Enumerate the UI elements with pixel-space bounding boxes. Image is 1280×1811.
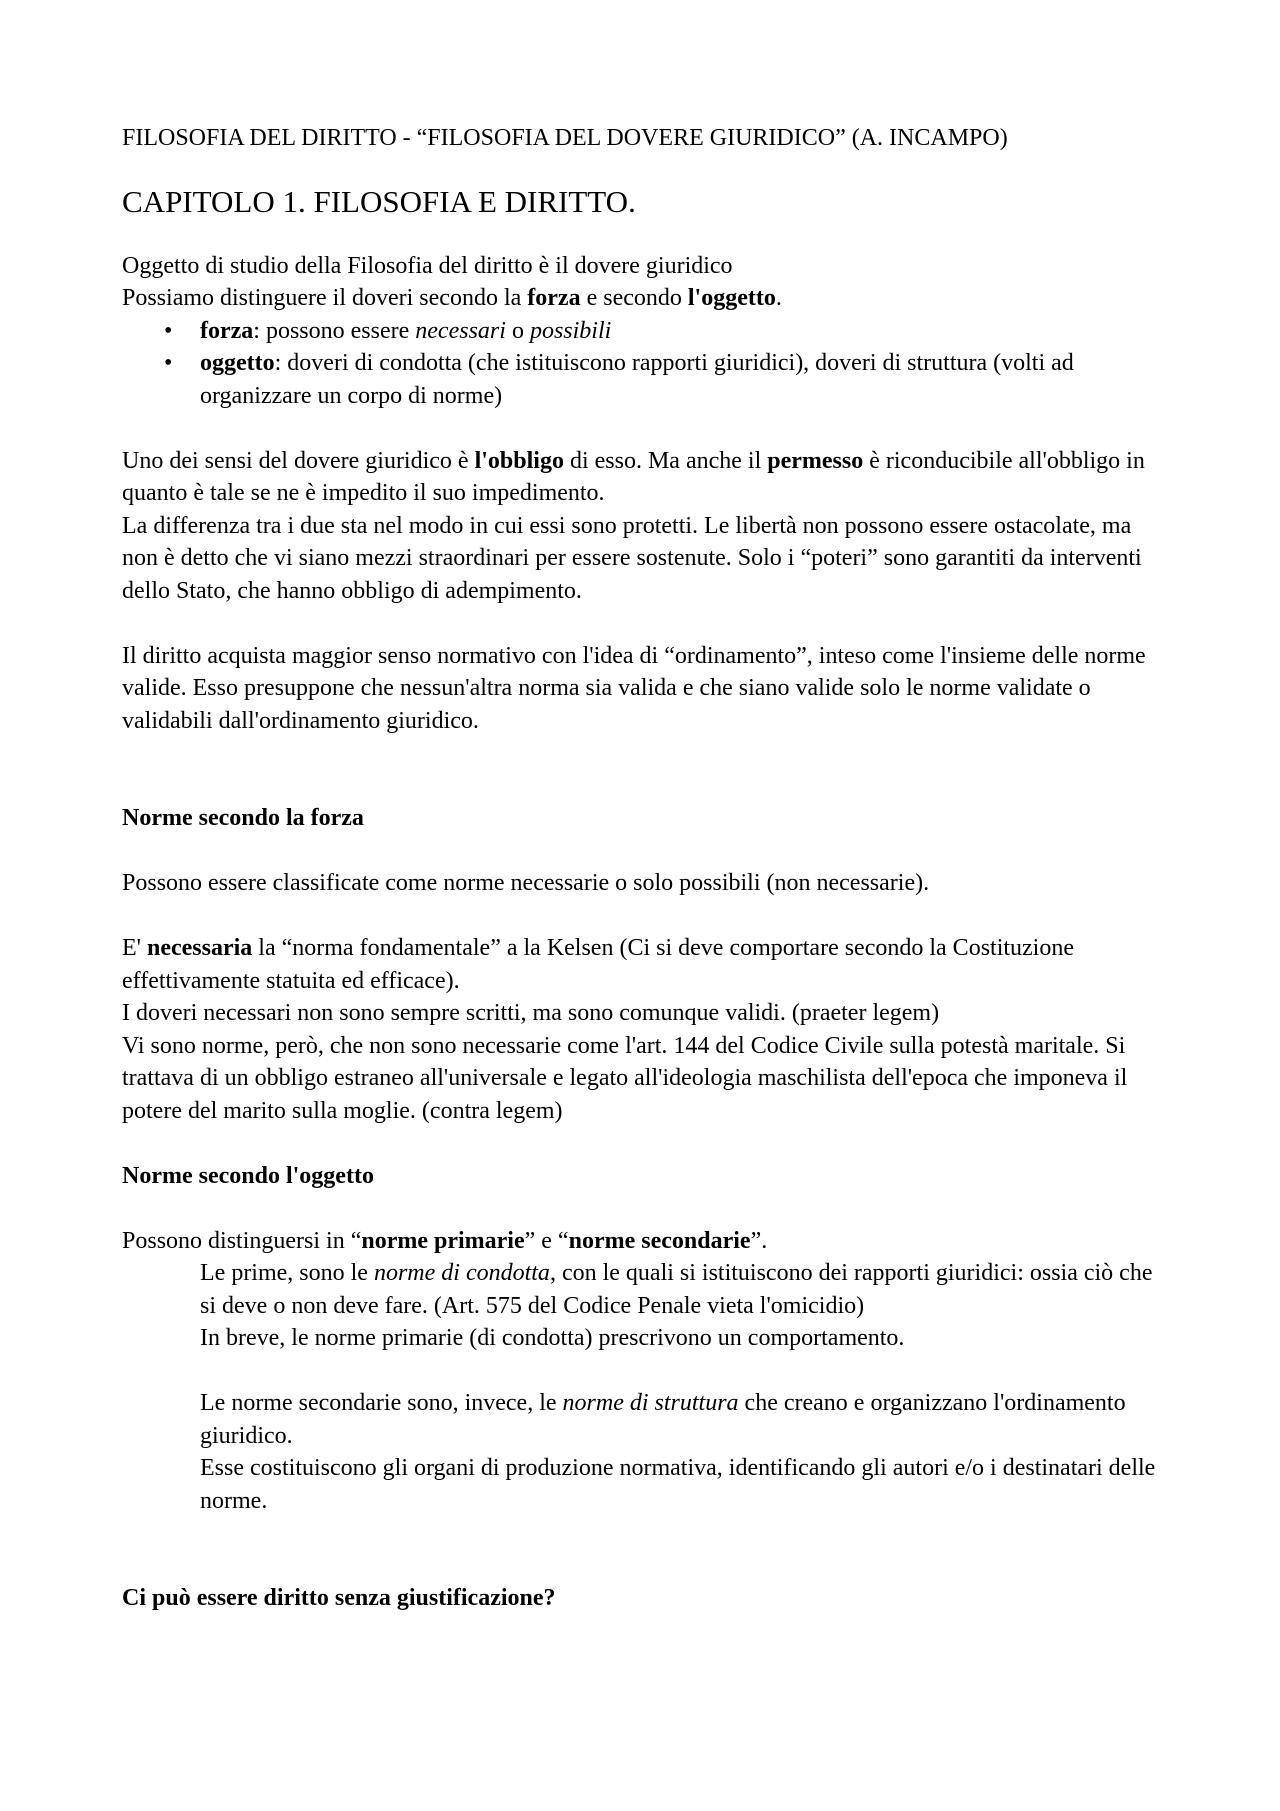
heading-norme-forza: Norme secondo la forza — [122, 805, 364, 831]
document-title: FILOSOFIA DEL DIRITTO - “FILOSOFIA DEL DOVERE GIURIDICO” (A. INCAMPO) — [122, 125, 1008, 151]
heading-norme-oggetto: Norme secondo l'oggetto — [122, 1162, 374, 1189]
paragraph-praeter-legem: I doveri necessari non sono sempre scritti, ma sono comunque validi. (praeter legem) — [122, 1000, 940, 1026]
intro-bullet-list — [122, 315, 1160, 413]
chapter-heading: CAPITOLO 1. FILOSOFIA E DIRITTO. — [122, 183, 636, 219]
paragraph-contra-legem: Vi sono norme, però, che non sono necessarie come l'art. 144 del Codice Civile sulla potestà maritale. Si trattava di un obbligo estraneo all'universale e legato all'ideologia maschilista dell'epoca che imponeva il potere del marito sulla moglie. (contra legem) — [122, 1032, 1128, 1124]
indented-block — [122, 1257, 1160, 1517]
bullet-forza: • forza: possono essere necessari o possibili — [122, 315, 1160, 348]
paragraph-norme-primarie: Le prime, sono le norme di condotta, con le quali si istituiscono dei rapporti giuridici: ossia ciò che si deve o non deve fare. (Art. 575 del Codice Penale vieta l'omicidio) — [200, 1260, 1153, 1319]
paragraph-distinguersi: Possono distinguersi in “norme primarie” e “norme secondarie”. — [122, 1227, 768, 1254]
paragraph-obbligo: Uno dei sensi del dovere giuridico è l'obbligo di esso. Ma anche il permesso è riconducibile all'obbligo in quanto è tale se ne è impedito il suo impedimento. — [122, 447, 1145, 506]
paragraph-in-breve: In breve, le norme primarie (di condotta) prescrivono un comportamento. — [200, 1325, 905, 1351]
intro-line-2: Possiamo distinguere il doveri secondo la forza e secondo l'oggetto. — [122, 285, 782, 311]
intro-line-1: Oggetto di studio della Filosofia del diritto è il dovere giuridico — [122, 252, 733, 279]
paragraph-organi: Esse costituiscono gli organi di produzione normativa, identificando gli autori e/o i destinatari delle norme. — [200, 1455, 1156, 1514]
paragraph-ordinamento: Il diritto acquista maggior senso normativo con l'idea di “ordinamento”, inteso come l'insieme delle norme valide. Esso presuppone che nessun'altra norma sia valida e che siano valide solo le norme validate o validabili dall'ordinamento giuridico. — [122, 642, 1146, 734]
paragraph-norme-secondarie: Le norme secondarie sono, invece, le norme di struttura che creano e organizzano l'ordinamento giuridico. — [200, 1390, 1126, 1449]
heading-giustificazione: Ci può essere diritto senza giustificazione? — [122, 1585, 556, 1611]
paragraph-necessaria: E' necessaria la “norma fondamentale” a la Kelsen (Ci si deve comportare secondo la Costituzione effettivamente statuita ed efficace). — [122, 935, 1075, 994]
paragraph-classificate: Possono essere classificate come norme necessarie o solo possibili (non necessarie). — [122, 870, 930, 896]
bullet-oggetto: • oggetto: doveri di condotta (che istituiscono rapporti giuridici), doveri di struttura (volti ad organizzare un corpo di norme) — [122, 347, 1160, 412]
paragraph-differenza: La differenza tra i due sta nel modo in cui essi sono protetti. Le libertà non possono essere ostacolate, ma non è detto che vi siano mezzi straordinari per essere sostenute. Solo i “poteri” sono garantiti da interventi dello Stato, che hanno obbligo di adempimento. — [122, 512, 1142, 604]
